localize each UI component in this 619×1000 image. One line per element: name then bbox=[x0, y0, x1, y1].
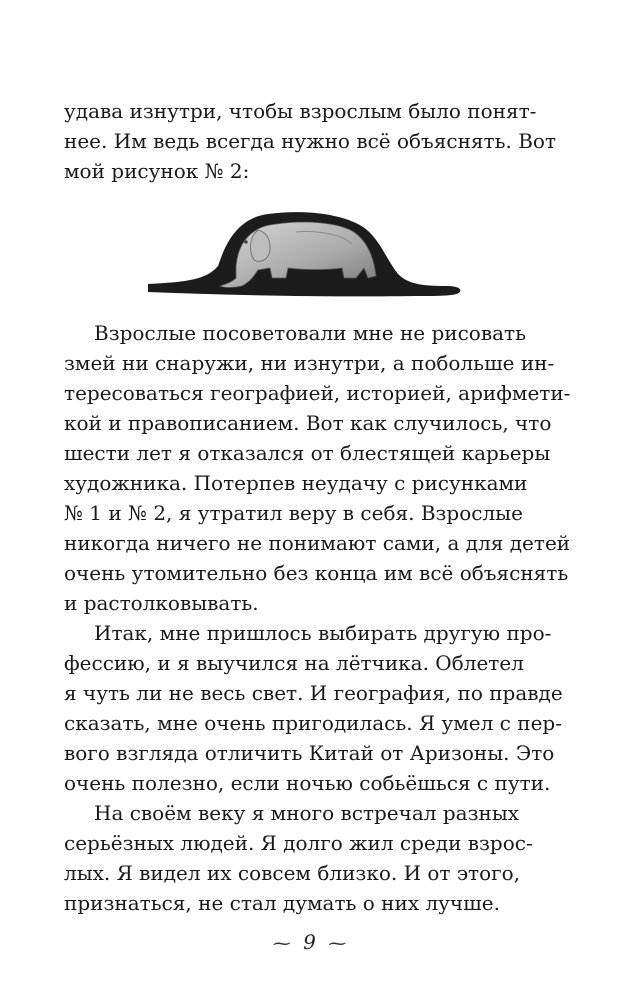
text-line: № 1 и № 2, я утратил веру в себя. Взрослые bbox=[64, 501, 523, 525]
text-line: серьёзных людей. Я долго жил среди взрос- bbox=[64, 831, 533, 855]
page-number: 9 bbox=[303, 930, 316, 954]
text-line: нее. Им ведь всегда нужно всё объяснять. Вот bbox=[64, 129, 557, 153]
text-line: шести лет я отказался от блестящей карьеры bbox=[64, 441, 551, 465]
text-line: сказать, мне очень пригодилась. Я умел с пер- bbox=[64, 711, 562, 735]
text-line: лых. Я видел их совсем близко. И от этого, bbox=[64, 861, 521, 885]
text-line: мой рисунок № 2: bbox=[64, 159, 250, 183]
text-line: Итак, мне пришлось выбирать другую про- bbox=[94, 621, 552, 645]
text-line: очень полезно, если ночью собьёшься с пути. bbox=[64, 771, 551, 795]
text-line: вого взгляда отличить Китай от Аризоны. Это bbox=[64, 741, 555, 765]
text-line: На своём веку я много встречал разных bbox=[94, 801, 520, 825]
text-line: фессию, и я выучился на лётчика. Облетел bbox=[64, 651, 524, 675]
ornament-left-icon: ⁓ bbox=[272, 933, 291, 954]
text-line: Взрослые посоветовали мне не рисовать bbox=[94, 321, 526, 345]
text-line: никогда ничего не понимают сами, а для детей bbox=[64, 531, 571, 555]
text-line: художника. Потерпев неудачу с рисунками bbox=[64, 471, 528, 495]
text-line: очень утомительно без конца им всё объяснять bbox=[64, 561, 569, 585]
text-line: и растолковывать. bbox=[64, 591, 259, 615]
text-line: признаться, не стал думать о них лучше. bbox=[64, 891, 500, 915]
text-line: я чуть ли не весь свет. И география, по правде bbox=[64, 681, 563, 705]
page-footer bbox=[0, 930, 619, 954]
ornament-right-icon: ⁓ bbox=[328, 933, 347, 954]
elephant-eye bbox=[244, 240, 247, 243]
text-line: змей ни снаружи, ни изнутри, а побольше ин- bbox=[64, 351, 555, 375]
text-line: тересоваться географией, историей, арифмети- bbox=[64, 381, 571, 405]
text-line: кой и правописанием. Вот как случилось, что bbox=[64, 411, 552, 435]
boa-elephant-illustration bbox=[146, 206, 464, 306]
text-line: удава изнутри, чтобы взрослым было понят- bbox=[64, 99, 537, 123]
